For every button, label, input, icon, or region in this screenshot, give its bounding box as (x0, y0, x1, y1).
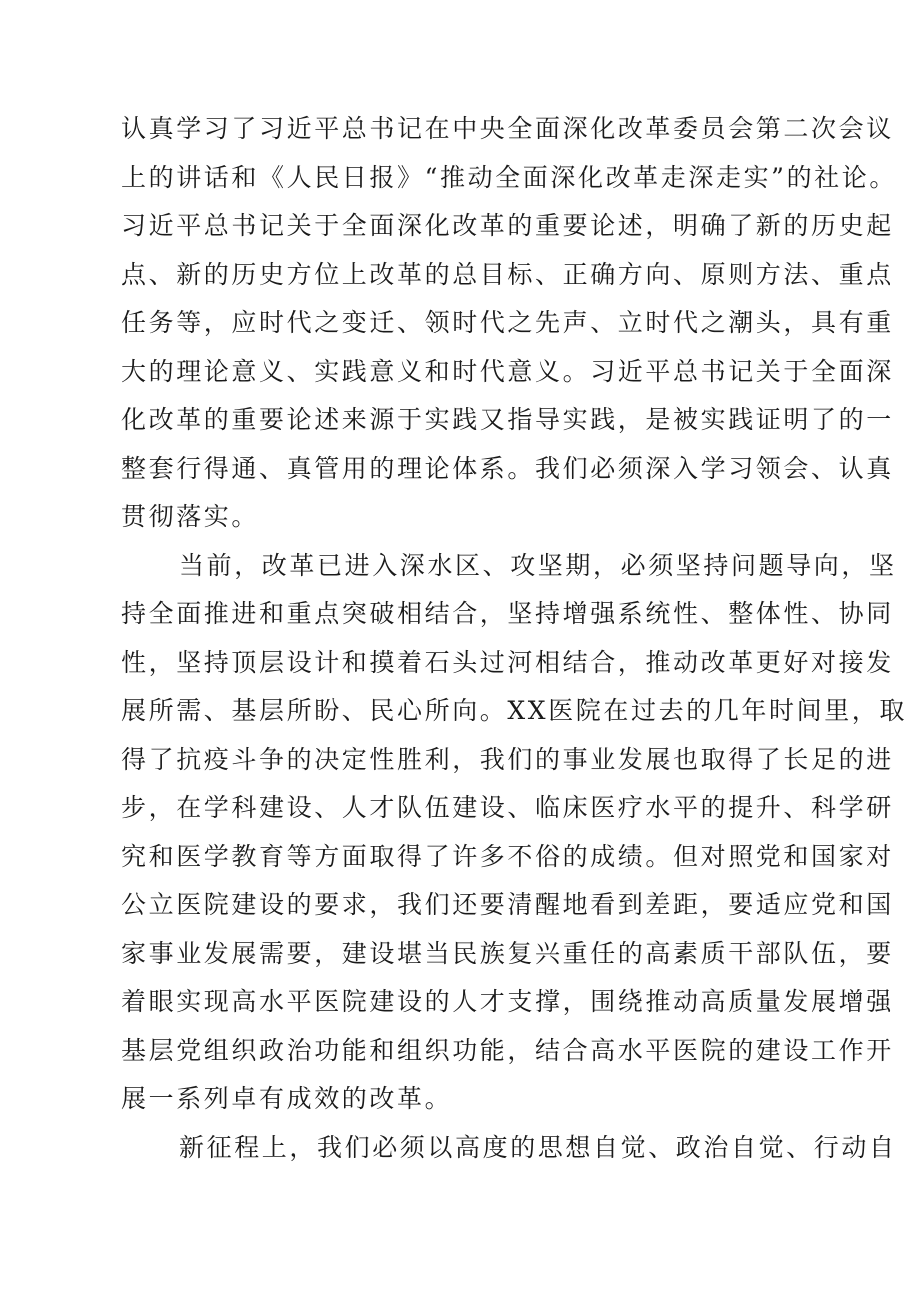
paragraph-3 (121, 1124, 897, 1173)
text-line: 上的讲话和《人民日报》“推动全面深化改革走深走实”的社论。 (121, 162, 897, 192)
text-line: 展所需、基层所盼、民心所向。XX医院在过去的几年时间里，取 (121, 696, 907, 725)
text-line: 认真学习了习近平总书记在中央全面深化改革委员会第二次会议 (121, 114, 894, 143)
text-line: 习近平总书记关于全面深化改革的重要论述，明确了新的历史起 (121, 211, 894, 240)
text-line: 家事业发展需要，建设堪当民族复兴重任的高素质干部队伍，要 (121, 938, 894, 968)
text-line: 基层党组织政治功能和组织功能，结合高水平医院的建设工作开 (121, 1035, 894, 1065)
paragraph-1 (121, 105, 897, 542)
text-line: 展一系列卓有成效的改革。 (121, 1084, 453, 1113)
paragraph-2 (121, 542, 907, 1124)
text-line: 性，坚持顶层设计和摸着石头过河相结合，推动改革更好对接发 (121, 647, 894, 677)
text-line: 大的理论意义、实践意义和时代意义。习近平总书记关于全面深 (121, 356, 894, 386)
text-line: 步，在学科建设、人才队伍建设、临床医疗水平的提升、科学研 (121, 793, 894, 822)
text-line: 得了抗疫斗争的决定性胜利，我们的事业发展也取得了长足的进 (121, 744, 894, 774)
text-line: 化改革的重要论述来源于实践又指导实践，是被实践证明了的一 (121, 405, 894, 434)
text-line: 持全面推进和重点突破相结合，坚持增强系统性、整体性、协同 (121, 599, 894, 628)
text-line: 着眼实现高水平医院建设的人才支撑，围绕推动高质量发展增强 (121, 987, 894, 1016)
text-line-first: 新征程上，我们必须以高度的思想自觉、政治自觉、行动自 (179, 1132, 897, 1162)
text-line: 究和医学教育等方面取得了许多不俗的成绩。但对照党和国家对 (121, 841, 894, 871)
document-body (121, 105, 907, 1172)
text-line: 任务等，应时代之变迁、领时代之先声、立时代之潮头，具有重 (121, 308, 894, 337)
text-line: 点、新的历史方位上改革的总目标、正确方向、原则方法、重点 (121, 259, 894, 289)
text-line-first: 当前，改革已进入深水区、攻坚期，必须坚持问题导向，坚 (179, 550, 897, 580)
text-line: 公立医院建设的要求，我们还要清醒地看到差距，要适应党和国 (121, 890, 894, 919)
text-line: 贯彻落实。 (121, 502, 260, 531)
text-line: 整套行得通、真管用的理论体系。我们必须深入学习领会、认真 (121, 453, 894, 483)
